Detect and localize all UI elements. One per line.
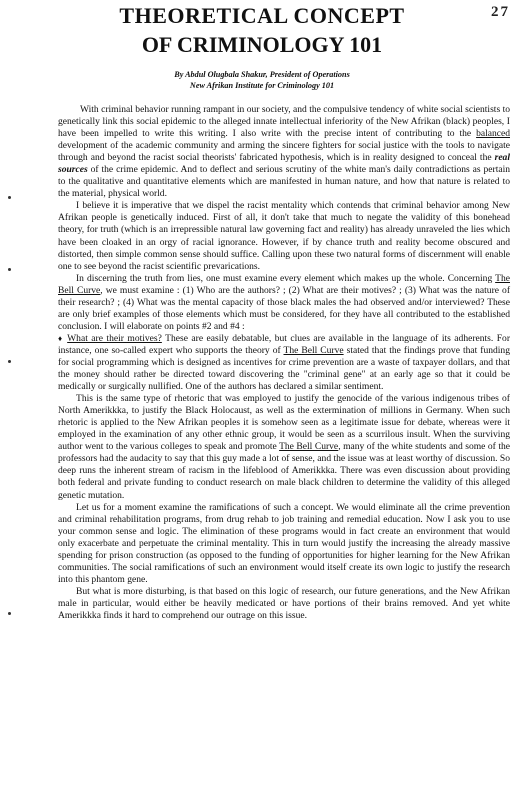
paragraph-2: I believe it is imperative that we dispel the racist mentality which contends that criminal behavior among New Afrikan people is genetically induced. First of all, it don't take that much to negate the validity of this bonehead theory, for truth (which is an irrepressible natural law governing fact and reality) has already unraveled the lies which have been cloaked in an orgy of racial ignorance. However, if by chance truth and reality become obscured and distorted, then simple common sense should suffice. Calling upon these two natural forms of discernment will enable one to see beyond the racist scientific prevarications. bbox=[58, 200, 510, 272]
paragraph-4: ♦ What are their motives? These are easily debatable, but clues are available in the language of its adherents. For instance, one so-called expert who supports the theory of The Bell Curve stated that the findings prove that funding for social programming which is designed as incentives for crime prevention are a waste of taxpayer dollars, and that the money should rather be directed toward discovering the "criminal gene" at an early age so that it could be medically or surgically nullified. One of the authors has declared a similar sentiment. bbox=[58, 332, 511, 393]
byline-institute: New Afrikan Institute for Criminology 101 bbox=[189, 80, 335, 90]
margin-dot bbox=[8, 360, 11, 363]
paragraph-3: In discerning the truth from lies, one must examine every element which makes up the whole. Concerning The Bell Curve, we must examine : (1) Who are the authors? ; (2) What are their motives? ; (3) What was the nature of their research? ; (4) What was the mental capacity of those black males the had observed and/or interviewed? These are only brief examples of those elements which must be considered, for they have all contributed to the established conclusion. I will elaborate on points #2 and #4 : bbox=[58, 272, 510, 332]
title-line-1: THEORETICAL CONCEPT bbox=[119, 3, 405, 28]
margin-dot bbox=[8, 196, 11, 199]
article-body bbox=[58, 104, 510, 622]
margin-dot bbox=[8, 268, 11, 271]
paragraph-5: This is the same type of rhetoric that was employed to justify the genocide of the various indigenous tribes of North Amerikkka, to justify the Black Holocaust, as well as the extermination of millions in Germany. When such rhetoric is applied to the New Afrikan peoples it is somehow seen as a legitimate issue for debate, whereas were it employed in the examination of any other ethnic group, it would be seen as a scurrilous insult. When the surviving author went to the various colleges to speak and promote The Bell Curve, many of the white students and some of the professors had the audacity to say that this guy made a lot of sense, and the issue was at least worthy of discussion. So deep runs the inherent stream of racism in the lifeblood of Amerikkka. There was even discussion about providing both federal and private funding to conduct research on male black children to determine the validity of this alleged genetic mutation. bbox=[58, 393, 511, 501]
page-number: 27 bbox=[491, 4, 510, 20]
margin-dot bbox=[8, 612, 11, 615]
paragraph-6: Let us for a moment examine the ramifications of such a concept. We would eliminate all the crime prevention and criminal rehabilitation programs, from drug rehab to job training and remedial education. Now I ask you to use your common sense and logic. The elimination of these programs would in fact create an environment that would only exacerbate and perpetuate the criminal mentality. This in turn would justify the increasing the already massive spending for prison construction (as opposed to the funding of opportunities for higher learning for the New Afrikan communities. The social ramifications of such an environment would itself create its own logic to justify the research into this phantom gene. bbox=[58, 501, 510, 585]
byline bbox=[0, 70, 524, 91]
byline-author: By Abdul Olugbala Shakur, President of Operations bbox=[174, 70, 350, 79]
paragraph-1: With criminal behavior running rampant in our society, and the compulsive tendency of white social scientists to genetically link this social epidemic to the alleged innate intellectual inferiority of the New Afrikan (black) peoples, I have been impelled to write this writing. I also write with the precise intent of contributing to the balanced development of the academic community and arming the sincere fighters for social justice with the tools to navigate through and beyond the racist social theorists' fabricated hypothesis, which is in reality designed to conceal the real sources of the crime epidemic. And to deflect and serious scrutiny of the white man's daily contradictions as pertain to the qualitative and quantitative elements which are manifested in human nature, and how that nature is related to the material, physical world. bbox=[58, 104, 511, 200]
paragraph-7: But what is more disturbing, is that based on this logic of research, our future generations, and the New Afrikan male in particular, would either be heavily medicated or have portions of their brains removed. And yet white Amerikkka finds it hard to comprehend our outrage on this issue. bbox=[58, 585, 510, 621]
bullet-diamond-icon: ♦ bbox=[58, 333, 64, 343]
title-line-2: OF CRIMINOLOGY 101 bbox=[141, 32, 383, 57]
